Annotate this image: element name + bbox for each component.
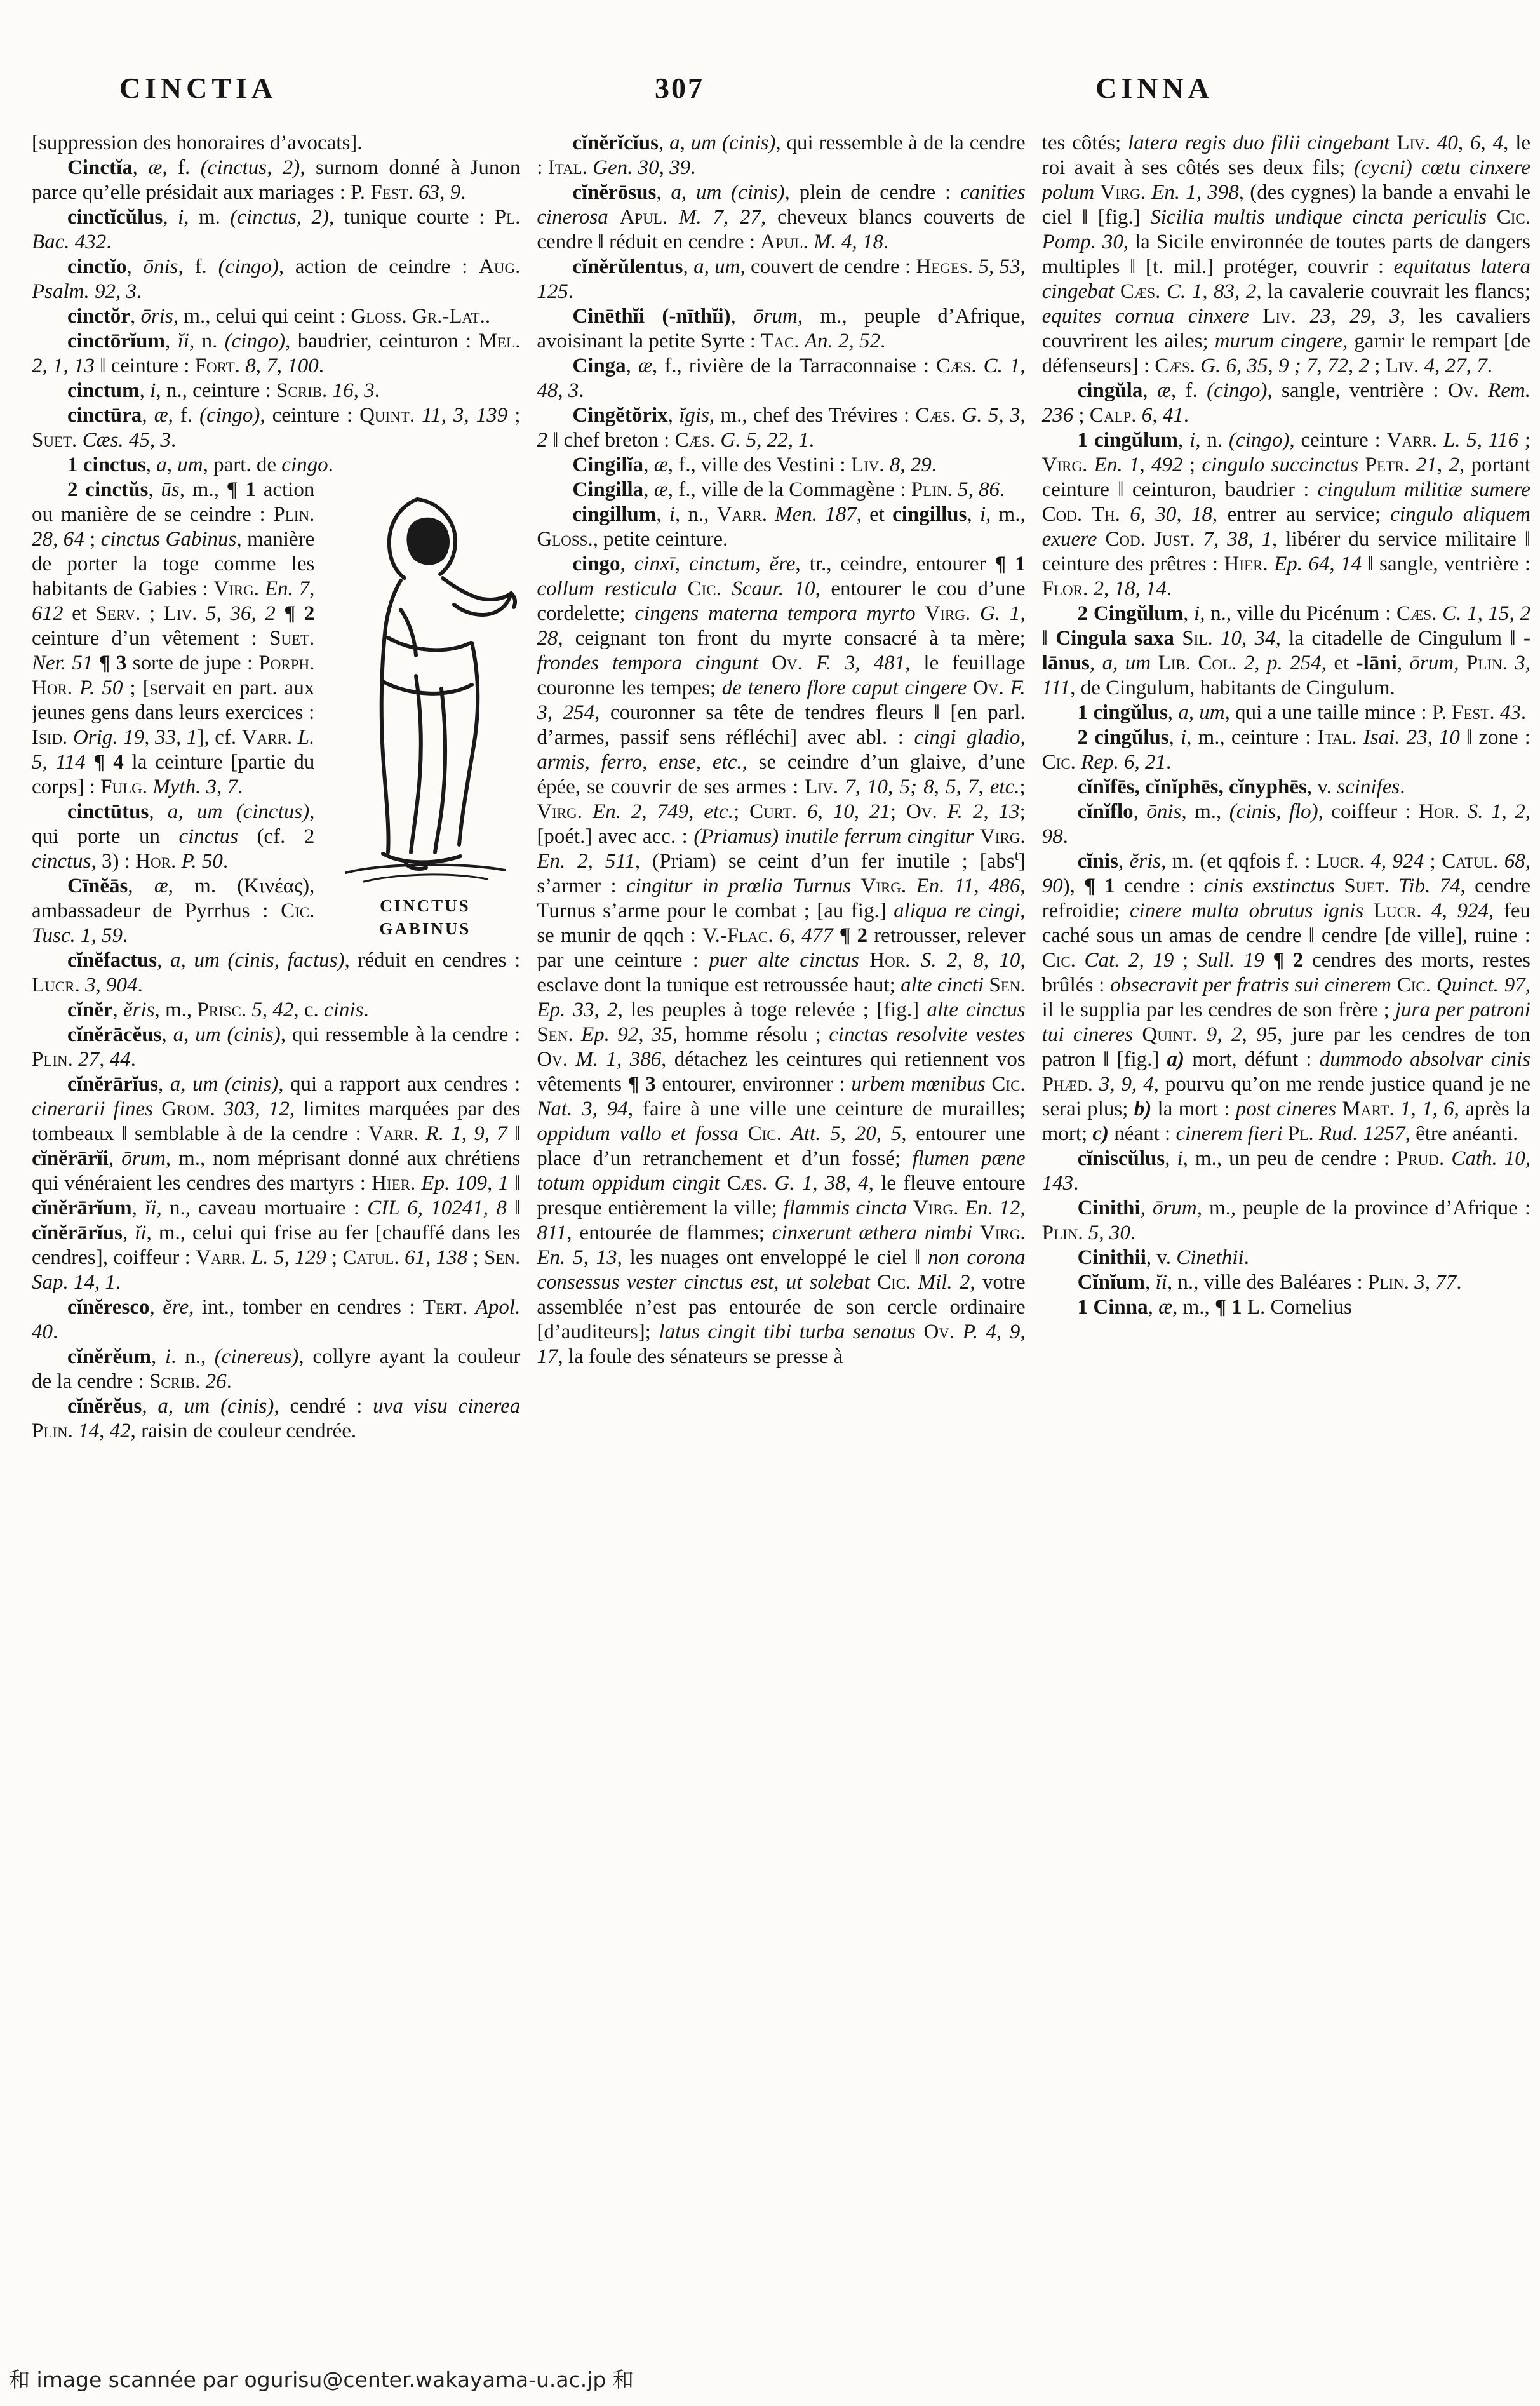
dictionary-entry: 1 Cinna, æ, m., ¶ 1 L. Cornelius: [1077, 1296, 1352, 1319]
running-head-right: CINNA: [1095, 72, 1214, 104]
dictionary-entry: Cingilla, æ, f., ville de la Commagène : Plin. 5, 86.: [572, 478, 1005, 501]
dictionary-entry: cinctĭo, ōnis, f. (cingo), action de ceindre : Aug. Psalm. 92, 3.: [32, 255, 521, 303]
dictionary-entry: CINCTUS GABINUS 2 cinctŭs, ūs, m., ¶ 1 action ou manière de se ceindre : Plin. 28, 64 ; cinctus Gabinus, manière de porter la toge comme les habitants de Gabies : Virg. En. 7, 612 et Serv. ; Liv. 5, 36, 2 ¶ 2 ceinture d’un vêtement : Suet. Ner. 51 ¶ 3 sorte de jupe : Porph. Hor. P. 50 ; [servait en part. aux jeunes gens dans leurs exercices : Isid. Orig. 19, 33, 1], cf. Varr. L. 5, 114 ¶ 4 la ceinture [partie du corps] : Fulg. Myth. 3, 7.: [32, 478, 520, 800]
dictionary-entry: Cinēthĭi (-nīthĭi), ōrum, m., peuple d’Afrique, avoisinant la petite Syrte : Tac. An. 2, 52.: [537, 305, 1026, 353]
scan-credit-note: 和 image scannée par ogurisu@center.wakayama-u.ac.jp 和: [9, 2367, 634, 2392]
dictionary-entry: [suppression des honoraires d’avocats].: [32, 131, 363, 154]
dictionary-entry: cĭnĕfactus, a, um (cinis, factus), réduit en cendres : Lucr. 3, 904.: [32, 949, 521, 997]
dictionary-entry: Cinithi, ōrum, m., peuple de la province d’Afrique : Plin. 5, 30.: [1041, 1197, 1530, 1244]
running-head-left: CINCTIA: [119, 72, 278, 104]
dictionary-entry: cĭnĕr, ĕris, m., Prisc. 5, 42, c. cinis.: [67, 998, 369, 1021]
dictionary-entry: cĭniscŭlus, i, m., un peu de cendre : Prud. Cath. 10, 143.: [1041, 1147, 1530, 1195]
dictionary-entry: cinctūtus, a, um (cinctus), qui porte un cinctus (cf. 2 cinctus, 3) : Hor. P. 50.: [32, 800, 315, 873]
dictionary-entry: 2 cingŭlus, i, m., ceinture : Ital. Isai. 23, 10 ‖ zone : Cic. Rep. 6, 21.: [1041, 726, 1530, 774]
dictionary-entry: cinctĭcŭlus, i, m. (cinctus, 2), tunique courte : Pl. Bac. 432.: [32, 206, 521, 253]
dictionary-entry: cĭnĭfēs, cĭnĭphēs, cĭnyphēs, v. scinifes.: [1077, 776, 1405, 798]
dictionary-entry: cingŭla, æ, f. (cingo), sangle, ventrière : Ov. Rem. 236 ; Calp. 6, 41.: [1041, 379, 1530, 427]
dictionary-entry: 1 cinctus, a, um, part. de cingo.: [67, 454, 333, 476]
dictionary-entry: cinctōrĭum, ĭi, n. (cingo), baudrier, ceinturon : Mel. 2, 1, 13 ‖ ceinture : Fort. 8, 7, 100.: [32, 330, 521, 377]
dictionary-entry: Cinga, æ, f., rivière de la Tarraconnaise : Cæs. C. 1, 48, 3.: [537, 354, 1026, 402]
column-1: [32, 131, 520, 2348]
dictionary-entry: Cingilĭa, æ, f., ville des Vestini : Liv. 8, 29.: [572, 454, 937, 476]
dictionary-entry: Cinithii, v. Cinethii.: [1077, 1246, 1249, 1269]
text-columns: [32, 131, 1530, 2348]
dictionary-entry: cĭnĭflo, ōnis, m., (cinis, flo), coiffeur : Hor. S. 1, 2, 98.: [1041, 800, 1530, 848]
figure-caption-line1: CINCTUS: [380, 896, 471, 915]
dictionary-entry: cinctūra, æ, f. (cingo), ceinture : Quint. 11, 3, 139 ; Suet. Cæs. 45, 3.: [32, 404, 521, 452]
dictionary-entry: Cīnĕās, æ, m. (Κινέας), ambassadeur de Pyrrhus : Cic. Tusc. 1, 59.: [32, 875, 315, 947]
dictionary-entry: Cĭnĭum, ĭi, n., ville des Baléares : Plin. 3, 77.: [1077, 1271, 1462, 1294]
dictionary-entry: cĭnĕrācĕus, a, um (cinis), qui ressemble à la cendre : Plin. 27, 44.: [32, 1023, 521, 1071]
dictionary-entry: cĭnĕrĭcĭus, a, um (cinis), qui ressemble à de la cendre : Ital. Gen. 30, 39.: [537, 131, 1026, 179]
figure-caption: [330, 894, 520, 940]
dictionary-entry: 2 Cingŭlum, i, n., ville du Picénum : Cæs. C. 1, 15, 2 ‖ Cingula saxa Sil. 10, 34, la citadelle de Cingulum ‖ -lānus, a, um Lib. Col. 2, p. 254, et -lāni, ōrum, Plin. 3, 111, de Cingulum, habitants de Cingulum.: [1041, 602, 1530, 699]
dictionary-entry: cĭnis, ĕris, m. (et qqfois f. : Lucr. 4, 924 ; Catul. 68, 90), ¶ 1 cendre : cinis exstinctus Suet. Tib. 74, cendre refroidie; cinere multa obrutus ignis Lucr. 4, 924, feu caché sous un amas de cendre ‖ cendre [de ville], ruine : Cic. Cat. 2, 19 ; Sull. 19 ¶ 2 cendres des morts, restes brûlés : obsecravit per fratris sui cinerem Cic. Quinct. 97, il le supplia par les cendres de son frère ; jura per patroni tui cineres Quint. 9, 2, 95, jure par les cendres de ton patron ‖ [fig.] a) mort, défunt : dummodo absolvar cinis Phæd. 3, 9, 4, pourvu qu’on me rende justice quand je ne serai plus; b) la mort : post cineres Mart. 1, 1, 6, après la mort; c) néant : cinerem fieri Pl. Rud. 1257, être anéanti.: [1041, 850, 1530, 1145]
column-3: [1042, 131, 1530, 2348]
dictionary-entry: cĭnĕrārĭus, a, um (cinis), qui a rapport aux cendres : cinerarii fines Grom. 303, 12, limites marquées par des tombeaux ‖ semblable à de la cendre : Varr. R. 1, 9, 7 ‖ cĭnĕrārĭi, ōrum, m., nom méprisant donné aux chrétiens qui vénéraient les cendres des martyrs : Hier. Ep. 109, 1 ‖ cĭnĕrārĭum, ĭi, n., caveau mortuaire : CIL 6, 10241, 8 ‖ cĭnĕrārĭus, ĭi, m., celui qui frise au fer [chauffé dans les cendres], coiffeur : Varr. L. 5, 129 ; Catul. 61, 138 ; Sen. Sap. 14, 1.: [32, 1073, 521, 1294]
dictionary-entry: cĭnĕresco, ĕre, int., tomber en cendres : Tert. Apol. 40.: [32, 1296, 521, 1343]
dictionary-entry: cingo, cinxī, cinctum, ĕre, tr., ceindre, entourer ¶ 1 collum resticula Cic. Scaur. 10, entourer le cou d’une cordelette; cingens materna tempora myrto Virg. G. 1, 28, ceignant ton front du myrte consacré à ta mère; frondes tempora cingunt Ov. F. 3, 481, le feuillage couronne les tempes; de tenero flore caput cingere Ov. F. 3, 254, couronner sa tête de tendres fleurs ‖ [en parl. d’armes, passif sens réfléchi] avec abl. : cingi gladio, armis, ferro, ense, etc., se ceindre d’un glaive, d’une épée, se couvrir de ses armes : Liv. 7, 10, 5; 8, 5, 7, etc.; Virg. En. 2, 749, etc.; Curt. 6, 10, 21; Ov. F. 2, 13; [poét.] avec acc. : (Priamus) inutile ferrum cingitur Virg. En. 2, 511, (Priam) se ceint d’un fer inutile ; [abs$^t$] s’armer : cingitur in prœlia Turnus Virg. En. 11, 486, Turnus s’arme pour le combat ; [au fig.] aliqua re cingi, se munir de qqch : V.-Flac. 6, 477 ¶ 2 retrousser, relever par une ceinture : puer alte cinctus Hor. S. 2, 8, 10, esclave dont la tunique est retroussée haut; alte cincti Sen. Ep. 33, 2, les peuples à toge relevée ; [fig.] alte cinctus Sen. Ep. 92, 35, homme résolu ; cinctas resolvite vestes Ov. M. 1, 386, détachez les ceintures qui retiennent vos vêtements ¶ 3 entourer, environner : urbem mœnibus Cic. Nat. 3, 94, faire à une ville une ceinture de murailles; oppidum vallo et fossa Cic. Att. 5, 20, 5, entourer une place d’un retranchement et d’un fossé; flumen pæne totum oppidum cingit Cæs. G. 1, 38, 4, le fleuve entoure presque entièrement la ville; flammis cincta Virg. En. 12, 811, entourée de flammes; cinxerunt æthera nimbi Virg. En. 5, 13, les nuages ont enveloppé le ciel ‖ non corona consessus vester cinctus est, ut solebat Cic. Mil. 2, votre assemblée n’est pas entourée de son cercle ordinaire [d’auditeurs]; latus cingit tibi turba senatus Ov. P. 4, 9, 17, la foule des sénateurs se presse à: [537, 553, 1026, 1368]
dictionary-entry: cĭnĕrŭlentus, a, um, couvert de cendre : Heges. 5, 53, 125.: [537, 255, 1026, 303]
dictionary-entry: 1 cingŭlum, i, n. (cingo), ceinture : Varr. L. 5, 116 ; Virg. En. 1, 492 ; cingulo succinctus Petr. 21, 2, portant ceinture ‖ ceinturon, baudrier : cingulum militiæ sumere Cod. Th. 6, 30, 18, entrer au service; cingulo aliquem exuere Cod. Just. 7, 38, 1, libérer du service militaire ‖ ceinture des prêtres : Hier. Ep. 64, 14 ‖ sangle, ventrière : Flor. 2, 18, 14.: [1041, 429, 1530, 600]
figure-cinctus-gabinus: [330, 485, 520, 940]
figure-caption-line2: GABINUS: [379, 919, 471, 938]
dictionary-entry: Cinctĭa, æ, f. (cinctus, 2), surnom donné à Junon parce qu’elle présidait aux mariages : P. Fest. 63, 9.: [32, 156, 521, 204]
dictionary-entry: cinctum, i, n., ceinture : Scrib. 16, 3.: [67, 379, 380, 402]
page-number: 307: [655, 72, 704, 104]
dictionary-entry: cĭnĕrĕus, a, um (cinis), cendré : uva visu cinerea Plin. 14, 42, raisin de couleur cendrée.: [32, 1395, 521, 1442]
dictionary-entry: tes côtés; latera regis duo filii cingebant Liv. 40, 6, 4, le roi avait à ses côtés ses deux fils; (cycni) cœtu cinxere polum Virg. En. 1, 398, (des cygnes) la bande a envahi le ciel ‖ [fig.] Sicilia multis undique cincta periculis Cic. Pomp. 30, la Sicile environnée de toutes parts de dangers multiples ‖ [t. mil.] protéger, couvrir : equitatus latera cingebat Cæs. C. 1, 83, 2, la cavalerie couvrait les flancs; equites cornua cinxere Liv. 23, 29, 3, les cavaliers couvrirent les ailes; murum cingere, garnir le rempart [de défenseurs] : Cæs. G. 6, 35, 9 ; 7, 72, 2 ; Liv. 4, 27, 7.: [1041, 131, 1530, 377]
dictionary-entry: Cingĕtŏrix, ĭgis, m., chef des Trévires : Cæs. G. 5, 3, 2 ‖ chef breton : Cæs. G. 5, 22, 1.: [537, 404, 1026, 452]
toga-figure-illustration: [330, 485, 520, 892]
column-2: [537, 131, 1025, 2348]
dictionary-entry: 1 cingŭlus, a, um, qui a une taille mince : P. Fest. 43.: [1077, 701, 1527, 724]
dictionary-entry: cĭnĕrĕum, i. n., (cinereus), collyre ayant la couleur de la cendre : Scrib. 26.: [32, 1345, 521, 1393]
dictionary-entry: cingillum, i, n., Varr. Men. 187, et cingillus, i, m., Gloss., petite ceinture.: [537, 503, 1026, 551]
dictionary-entry: cĭnĕrōsus, a, um (cinis), plein de cendre : canities cinerosa Apul. M. 7, 27, cheveux blancs couverts de cendre ‖ réduit en cendre : Apul. M. 4, 18.: [537, 181, 1026, 253]
dictionary-entry: cinctŏr, ōris, m., celui qui ceint : Gloss. Gr.-Lat..: [67, 305, 491, 328]
